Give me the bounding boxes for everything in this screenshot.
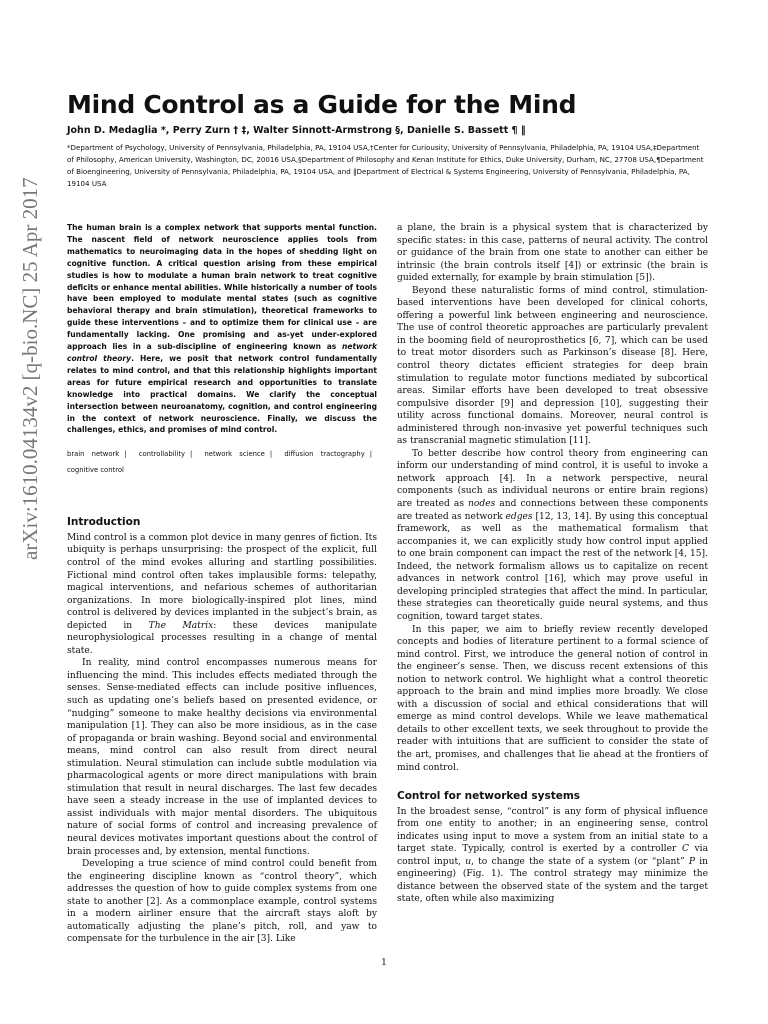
paper-title: Mind Control as a Guide for the Mind bbox=[67, 90, 577, 119]
keyword: network science bbox=[204, 450, 265, 459]
right-paragraph-2: Beyond these naturalistic forms of mind control, stimulation-based interventions have been developed for clinical cohorts, offering a powerful link between engineering and neuroscience. The use of control theoretic approaches are particularly prevalent in the booming field of neuroprosthetics [6, 7], which can be used to treat motor disorders such as Parkinson’s disease [8]. Here, control theory dictates efficient strategies for deep brain stimulation to regulate motor functions mediated by subcortical areas. Similar efforts have been developed to treat obsessive compulsive disorder [9] and depression [10], suggesting their utility across functional domains. Moreover, neural control is administered through non-invasive yet powerful techniques such as transcranial magnetic stimulation [11]. bbox=[397, 285, 708, 447]
abstract: The human brain is a complex network that supports mental function. The nascent field of network neuroscience applies tools from mathematics to neuroimaging data in the hopes of shedding light on cognitive function. A critical question arising from these empirical studies is how to modulate a human brain network to treat cognitive deficits or enhance mental abilities. While historically a number of tools have been employed to modulate mental states (such as cognitive behavioral therapy and brain stimulation), theoretical frameworks to guide these interventions – and to optimize them for clinical use – are fundamentally lacking. One promising and as-yet under-explored approach lies in a sub-discipline of engineering known as network control theory. Here, we posit that network control fundamentally relates to mind control, and that this relationship highlights important areas for future empirical research and opportunities to translate knowledge into practical domains. We clarify the conceptual intersection between neuroanatomy, cognition, and control engineering in the context of network neuroscience. Finally, we discuss the challenges, ethics, and promises of mind control. bbox=[67, 223, 378, 435]
section-heading-introduction: Introduction bbox=[67, 516, 141, 529]
keyword: controllability bbox=[138, 450, 186, 459]
keyword: cognitive control bbox=[67, 466, 124, 475]
keyword: brain network bbox=[67, 450, 120, 459]
right-paragraph-1: a plane, the brain is a physical system that is characterized by specific states: in this case, patterns of neural activity. The control or guidance of the brain from one state to another can either be intrinsic (the brain controls itself [4]) or extrinsic (the brain is guided externally, for example by brain stimulation [5]). bbox=[397, 223, 708, 284]
right-paragraph-4: In this paper, we aim to briefly review recently developed concepts and bodies of literature pertinent to a formal science of mind control. First, we introduce the general notion of control in the engineer’s sense. Then, we discuss recent extensions of this notion to network control. We highlight what a control theoretic approach to the brain and mind implies more broadly. We close with a discussion of social and ethical considerations that will emerge as mind control develops. While we leave mathematical details to other excellent texts, we seek throughout to provide the reader with intuitions that are sufficient to consider the state of the art, promises, and challenges that lie ahead at the frontiers of mind control. bbox=[397, 624, 708, 773]
section-heading-control: Control for networked systems bbox=[397, 790, 581, 803]
keyword: diffusion tractography bbox=[284, 450, 365, 459]
affiliations: *Department of Psychology, University of Pennsylvania, Philadelphia, PA, 19104 USA,†Center for Curiousity, University of Pennsylvania, Philadelphia, PA, 19104 USA,‡Department of Philosophy, American University, Washington, DC, 20016 USA,§Department of Philosophy and Kenan Institute for Ethics, Duke University, Durham, NC, 27708 USA,¶Department of Bioengineering, University of Pennsylvania, Philadelphia, PA, 19104 USA, and ‖Department of Electrical & Systems Engineering, University of Pennsylvania, Philadelphia, PA, 19104 USA bbox=[67, 143, 704, 188]
right-paragraph-3: To better describe how control theory from engineering can inform our understanding of mind control, it is useful to invoke a network approach [4]. In a network perspective, neural components (such as individual neurons or entire brain regions) are treated as nodes and connections between these components are treated as network edges [12, 13, 14]. By using this conceptual framework, as well as the mathematical formalism that accompanies it, we can explicitly study how control input applied to one brain component can impact the rest of the network [4, 15]. Indeed, the network formalism allows us to capitalize on recent advances in network control [16], which may prove useful in developing principled strategies that affect the mind. In particular, these strategies can theoretically guide neural systems, and thus cognition, toward target states. bbox=[397, 448, 708, 622]
intro-paragraph-1: Mind control is a common plot device in many genres of fiction. Its ubiquity is perhaps unsurprising: the prospect of the explicit, full control of the mind evokes alluring and startling possibilities. Fictional mind control often takes implausible forms: telepathy, magical interventions, and nefarious schemes of authoritarian organizations. In more biologically-inspired plot lines, mind control is delivered by devices implanted in the subject’s brain, as depicted in The Matrix: these devices manipulate neurophysiological processes resulting in a change of mental state. bbox=[67, 532, 377, 656]
right-column bbox=[397, 222, 708, 906]
keyword-list: brain network | controllability | network science | diffusion tractography | cognitive control bbox=[67, 450, 373, 475]
arxiv-identifier-stamp: arXiv:1610.04134v2 [q-bio.NC] 25 Apr 2017 bbox=[18, 177, 42, 560]
left-column bbox=[67, 222, 377, 946]
control-paragraph-1: In the broadest sense, “control” is any form of physical influence from one entity to another; in an engineering sense, control indicates using input to move a system from an initial state to a target state. Typically, control is exerted by a controller C via control input, u, to change the state of a system (or “plant” P in engineering) (Fig. 1). The control strategy may minimize the distance between the observed state of the system and the target state, often while also maximizing bbox=[397, 806, 709, 905]
author-list: John D. Medaglia *, Perry Zurn † ‡, Walter Sinnott-Armstrong §, Danielle S. Bassett ¶ ‖ bbox=[67, 125, 526, 136]
intro-paragraph-3: Developing a true science of mind control could benefit from the engineering discipline known as “control theory”, which addresses the question of how to guide complex systems from one state to another [2]. As a commonplace example, control systems in a modern airliner ensure that the aircraft stays aloft by automatically adjusting the plane’s pitch, roll, and yaw to compensate for the turbulence in the air [3]. Like bbox=[67, 859, 377, 945]
intro-paragraph-2: In reality, mind control encompasses numerous means for influencing the mind. This includes effects mediated through the senses. Sense-mediated effects can include positive influences, such as updating one’s beliefs based on presented evidence, or “nudging” someone to make healthy decisions via environmental manipulation [1]. They can also be more insidious, as in the case of propaganda or brain washing. Beyond social and environmental means, mind control can also result from direct neural stimulation. Neural stimulation can include subtle modulation via pharmacological agents or more direct manipulations with brain stimulation that result in neural discharges. The last few decades have seen a steady increase in the use of implanted devices to assist individuals with major mental disorders. The ubiquitous nature of social forms of control and increasing prevalence of neural devices motivates important questions about the control of brain processes and, by extension, mental functions. bbox=[67, 658, 377, 857]
page-number: 1 bbox=[381, 958, 387, 968]
